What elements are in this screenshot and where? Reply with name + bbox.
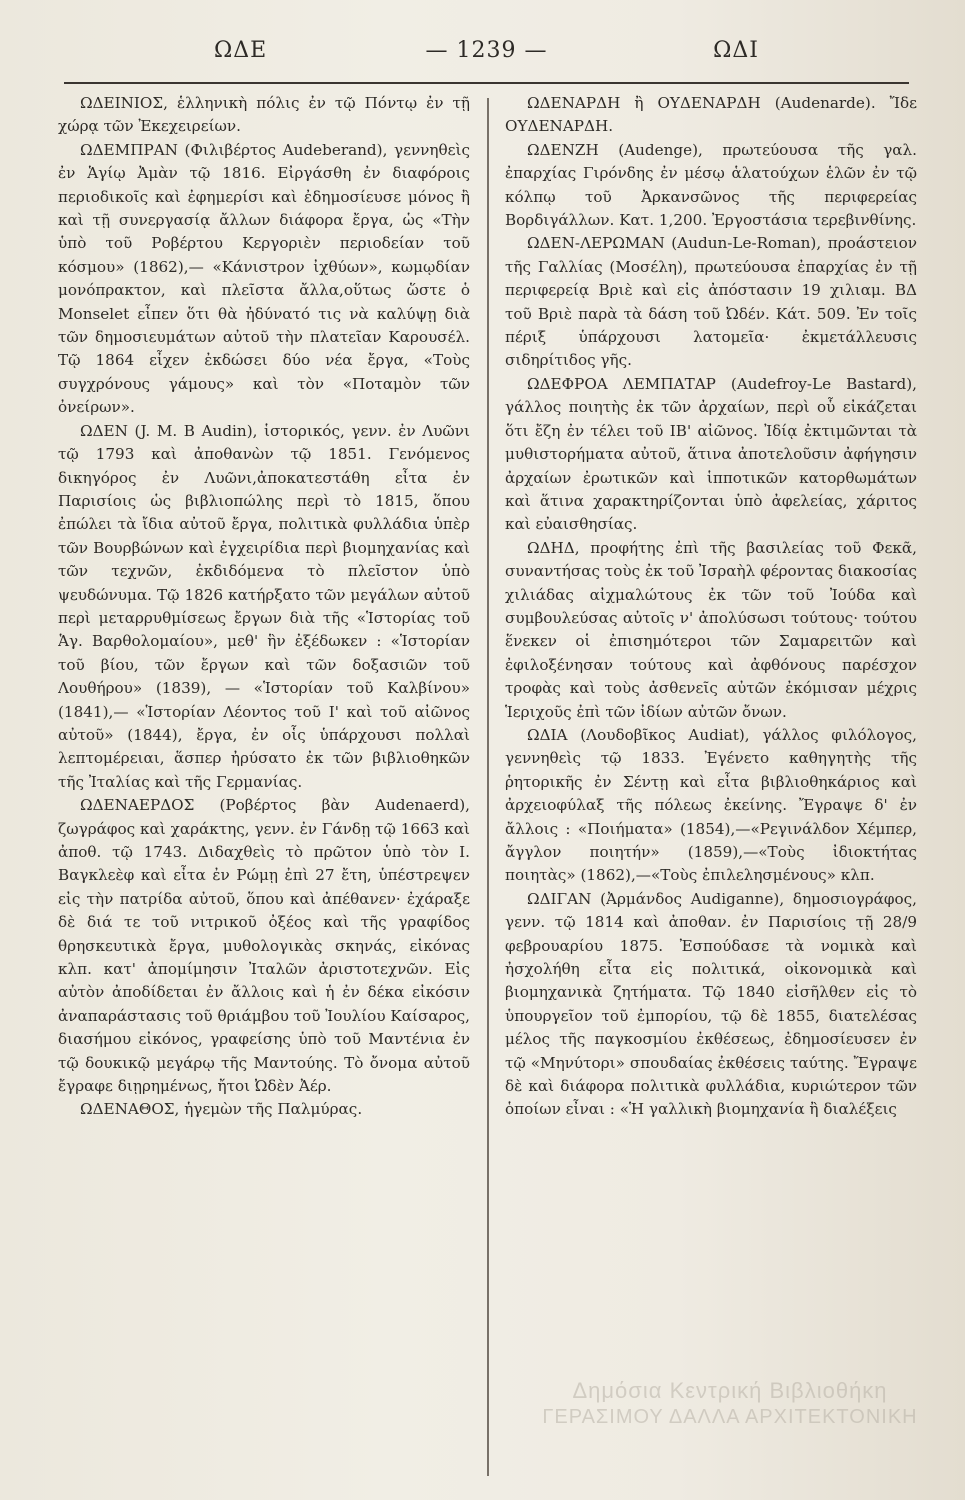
entry-odeinios: ΩΔΕΙΝΙΟΣ, ἑλληνικὴ πόλις ἐν τῷ Πόντῳ ἐν τῇ χώρᾳ τῶν Ἐκεχειρείων. xyxy=(58,94,470,136)
entry-odefroa: ΩΔΕΦΡΟΑ ΛΕΜΠΑΤΑΡ (Audefroy-Le Bastard), γάλλος ποιητὴς ἐκ τῶν ἀρχαίων, περὶ οὗ εἰκάζεται ὅτι ἔζη ἐν τέλει τοῦ ΙΒ' αἰῶνος. Ἰδίᾳ ἐκτιμῶνται τὰ μυθιστορήματα αὐτοῦ, ἅτινα ἀποτελοῦσιν ἀφήγησιν ἀρχαίων ἐρωτικῶν καὶ ἱπποτικῶν κατορθωμάτων καὶ ἅτινα χαρακτηρίζονται ὑπὸ ἀφελείας, χάριτος καὶ εὐαισθησίας. xyxy=(505,374,917,534)
header-left-guideword: ΩΔΕ xyxy=(214,38,268,63)
entry-odenaerdos: ΩΔΕΝΑΕΡΔΟΣ (Ροβέρτος βὰν Audenaerd), ζωγράφος καὶ χαράκτης, γενν. ἐν Γάνδῃ τῷ 1663 καὶ ἀποθ. τῷ 1743. Διδαχθεὶς τὸ πρῶτον ὑπὸ τὸν Ι. Βαγκλεὲφ καὶ εἶτα ἐν Ρώμῃ ἐπὶ 27 ἔτη, ὑπέστρεψεν εἰς τὴν πατρίδα αὐτοῦ, ὅπου καὶ ἀπέθανεν· ἐχάραξε δὲ διά τε τοῦ νιτρικοῦ ὀξέος καὶ τῆς γραφίδος θρησκευτικὰ ἔργα, μυθολογικὰς σκηνάς, εἰκόνας κλπ. κατ' ἀπομίμησιν Ἰταλῶν ἀριστοτεχνῶν. Εἰς αὐτὸν ἀποδίδεται ἐν ἄλλοις καὶ ἡ ἐν δέκα εἰκόσιν ἀναπαράστασις τοῦ θριάμβου τοῦ Ἰουλίου Καίσαρος, διασήμου εἰκόνος, γραφείσης ὑπὸ τοῦ Μαντένια ἐν τῷ δουκικῷ μεγάρῳ τῆς Μαντούης. Τὸ ὄνομα αὐτοῦ ἔγραφε διῃρημένως, ἤτοι Ὠδὲν Ἀέρ. xyxy=(58,796,470,1096)
watermark-line-1: Δημόσια Κεντρική Βιβλιοθήκη xyxy=(572,1378,888,1403)
entry-odid: ΩΔΗΔ, προφήτης ἐπὶ τῆς βασιλείας τοῦ Φεκᾶ, συναντήσας τοὺς ἐκ τοῦ Ἰσραὴλ φέροντας διακοσίας χιλιάδας αἰχμαλώτους ἐκ τῶν τοῦ Ἰούδα καὶ συμβουλεύσας αὐτοῖς ν' ἀπολύσωσι τούτους· τούτου ἕνεκεν οἱ ἐπισημότεροι τῶν Σαμαρειτῶν καὶ ἐφιλοξένησαν τούτους καὶ ἀφθόνους παρέσχον τροφὰς καὶ τοὺς ἀσθενεῖς αὐτῶν ἐκόμισαν μέχρις Ἱεριχοῦς ἐπὶ τῶν ἰδίων αὐτῶν ὄνων. xyxy=(505,538,917,721)
entry-odenathos: ΩΔΕΝΑΘΟΣ, ἡγεμὼν τῆς Παλμύρας. xyxy=(80,1100,363,1119)
right-column xyxy=(505,92,917,1476)
entry-odenzi: ΩΔΕΝΖΗ (Audenge), πρωτεύουσα τῆς γαλ. ἐπαρχίας Γιρόνδης ἐν μέσῳ ἁλατούχων ἑλῶν ἐν τῷ κόλπῳ τοῦ Ἀρκανσῶνος τῆς περιφερείας Βορδιγάλλων. Κατ. 1,200. Ἐργοστάσια τερεβινθίνης. xyxy=(505,140,917,230)
entry-odempran: ΩΔΕΜΠΡΑΝ (Φιλιβέρτος Audeberand), γεννηθεὶς ἐν Ἁγίῳ Ἀμὰν τῷ 1816. Εἰργάσθη ἐν διαφόροις περιοδικοῖς καὶ ἐφημερίσι καὶ ἐδημοσίευσε μόνος ἢ καὶ τῇ συνεργασίᾳ ἄλλων διάφορα ἔργα, ὡς «Τὴν ὑπὸ τοῦ Ροβέρτου Κεργοριὲν περιοδείαν τοῦ κόσμου» (1862),— «Κάνιστρον ἰχθύων», κωμῳδίαν μονόπρακτον, καὶ πλεῖστα ἄλλα,οὕτως ὥστε ὁ Monselet εἶπεν ὅτι θὰ ἠδύνατό τις νὰ καλύψῃ διὰ τῶν δημοσιευμάτων αὐτοῦ τὴν πλατεῖαν Καρουσέλ. Τῷ 1864 εἶχεν ἐκδώσει δύο νέα ἔργα, «Τοὺς συγχρόνους γάμους» καὶ τὸν «Ποταμὸν τῶν ὀνείρων». xyxy=(58,140,470,417)
left-column xyxy=(58,92,470,1476)
entry-oden: ΩΔΕΝ (J. M. B Audin), ἱστορικός, γενν. ἐν Λυῶνι τῷ 1793 καὶ ἀποθανὼν τῷ 1851. Γενόμενος δικηγόρος ἐν Λυῶνι,ἀποκατεστάθη εἶτα ἐν Παρισίοις ὡς βιβλιοπώλης περὶ τὸ 1815, ὅπου ἐπώλει τὰ ἴδια αὐτοῦ ἔργα, πολιτικὰ φυλλάδια ὑπὲρ τῶν Βουρβώνων καὶ ἐγχειρίδια περὶ βιομηχανίας καὶ τῶν τεχνῶν, ἐκδιδόμενα τὸ πλεῖστον ὑπὸ ψευδώνυμα. Τῷ 1826 κατήρξατο τῶν μεγάλων αὐτοῦ περὶ μεταρρυθμίσεως ἔργων διὰ τῆς «Ἱστορίας τοῦ Ἁγ. Βαρθολομαίου», μεθ' ἣν ἐξέδωκεν : «Ἱστορίαν τοῦ βίου, τῶν ἔργων καὶ τῶν δοξασιῶν τοῦ Λουθήρου» (1839), — «Ἱστορίαν τοῦ Καλβίνου» (1841),— «Ἱστορίαν Λέοντος τοῦ Ι' καὶ τοῦ αἰῶνος αὐτοῦ» (1844), ἔργα, ἐν οἷς ὑπάρχουσι πολλαὶ λεπτομέρειαι, ἅσπερ ἠρύσατο ἐκ τῶν βιβλιοθηκῶν τῆς Ἰταλίας καὶ τῆς Γερμανίας. xyxy=(58,421,470,791)
header-right-guideword: ΩΔΙ xyxy=(713,38,759,63)
entry-odigan: ΩΔΙΓΑΝ (Ἀρμάνδος Audiganne), δημοσιογράφος, γενν. τῷ 1814 καὶ ἀποθαν. ἐν Παρισίοις τῇ 28/9 φεβρουαρίου 1875. Ἐσπούδασε τὰ νομικὰ καὶ ἠσχολήθη εἶτα εἰς πολιτικά, οἰκονομικὰ καὶ βιομηχανικὰ ζητήματα. Τῷ 1840 εἰσῆλθεν εἰς τὸ ὑπουργεῖον τοῦ ἐμπορίου, τῷ δὲ 1855, διατελέσας μέλος τῆς παγκοσμίου ἐκθέσεως, ἐδημοσίευσεν ἐν τῷ «Μηνύτορι» σπουδαίας ἐκθέσεις ταύτης. Ἔγραψε δὲ καὶ διάφορα πολιτικὰ φυλλάδια, κυριώτερον τῶν ὁποίων εἶναι : «Ἡ γαλλικὴ βιομηχανία ἢ διαλέξεις xyxy=(505,889,917,1119)
entry-odia: ΩΔΙΑ (Λουδοβῖκος Audiat), γάλλος φιλόλογος, γεννηθεὶς τῷ 1833. Ἐγένετο καθηγητὴς τῆς ῥητορικῆς ἐν Σέντῃ καὶ εἶτα βιβλιοθηκάριος καὶ ἀρχειοφύλαξ τῆς πόλεως ἐκείνης. Ἔγραψε δ' ἐν ἄλλοις : «Ποιήματα» (1854),—«Ρεγινάλδον Χέμπερ, ἄγγλον ποιητήν» (1859),—«Τοὺς ἰδιοκτήτας ποιητὰς» (1862),—«Τοὺς ἐπιλελησμένους» κλπ. xyxy=(505,725,917,885)
page-number: — 1239 — xyxy=(425,38,548,63)
entry-odenarde: ΩΔΕΝΑΡΔΗ ἢ ΟΥΔΕΝΑΡΔΗ (Audenarde). Ἴδε ΟΥΔΕΝΑΡΔΗ. xyxy=(505,94,917,136)
column-divider xyxy=(487,98,489,1476)
text-columns xyxy=(58,92,917,1476)
header-rule xyxy=(64,82,909,84)
entry-oden-leroman: ΩΔΕΝ-ΛΕΡΩΜΑΝ (Audun-Le-Roman), προάστειον τῆς Γαλλίας (Μοσέλη), πρωτεύουσα ἐπαρχίας ἐν τῇ περιφερείᾳ Βριὲ καὶ εἰς ἀπόστασιν 19 χιλιαμ. ΒΔ τοῦ Βριὲ παρὰ τὰ δάση τοῦ Ὠδέν. Κάτ. 509. Ἐν τοῖς πέριξ ὑπάρχουσι λατομεῖα· ἐκμετάλλευσις σιδηρίτιδος γῆς. xyxy=(505,234,917,370)
watermark-line-2: ΓΕΡΑΣΙΜΟΥ ΔΑΛΛΑ ΑΡΧΙΤΕΚΤΟΝΙΚΗ xyxy=(542,1406,918,1428)
page-header xyxy=(64,38,909,78)
